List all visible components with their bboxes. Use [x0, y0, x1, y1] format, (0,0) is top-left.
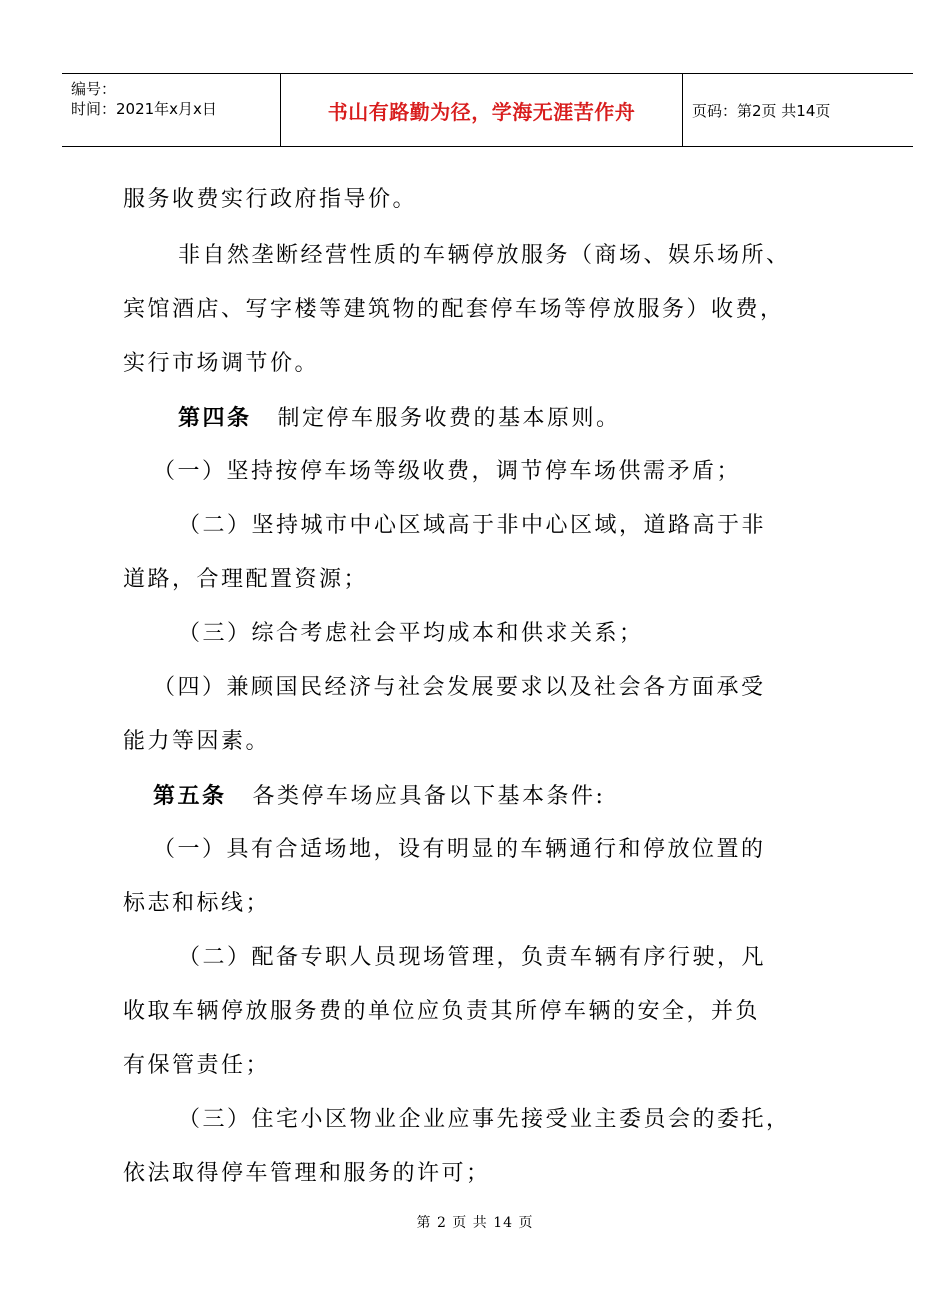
- body-line: （一）具有合适场地，设有明显的车辆通行和停放位置的: [153, 837, 766, 862]
- body-line: （二）配备专职人员现场管理，负责车辆有序行驶，凡: [178, 945, 767, 970]
- article-4-paragraph: [178, 404, 621, 433]
- body-line: 有保管责任；: [123, 1053, 271, 1078]
- body-line: （四）兼顾国民经济与社会发展要求以及社会各方面承受: [153, 675, 766, 700]
- page-footer: 第 2 页 共 14 页: [416, 1215, 534, 1231]
- body-line: 收取车辆停放服务费的单位应负责其所停车辆的安全，并负: [123, 999, 761, 1024]
- body-line: （二）坚持城市中心区域高于非中心区域，道路高于非: [178, 513, 767, 538]
- body-line: 能力等因素。: [123, 729, 271, 754]
- article-5-paragraph: [153, 782, 605, 811]
- body-line: 宾馆酒店、写字楼等建筑物的配套停车场等停放服务）收费，: [123, 297, 785, 322]
- body-line: （一）坚持按停车场等级收费，调节停车场供需矛盾；: [153, 459, 742, 484]
- page-header: [62, 73, 913, 147]
- body-line: 依法取得停车管理和服务的许可；: [123, 1161, 491, 1186]
- body-line: 非自然垄断经营性质的车辆停放服务（商场、娱乐场所、: [178, 243, 791, 268]
- body-line: （三）住宅小区物业企业应事先接受业主委员会的委托，: [178, 1107, 791, 1132]
- header-meta-cell: [62, 74, 281, 146]
- body-line: 标志和标线；: [123, 891, 271, 916]
- body-line: 实行市场调节价。: [123, 351, 320, 376]
- article-4-text: 制定停车服务收费的基本原则。: [277, 406, 621, 431]
- document-number-label: 编号：: [71, 80, 117, 98]
- body-line: （三）综合考虑社会平均成本和供求关系；: [178, 621, 644, 646]
- header-motto: 书山有路勤为径，学海无涯苦作舟: [281, 74, 683, 146]
- article-5-label: 第五条: [153, 783, 227, 809]
- header-page-label: 页码：第2页 共14页: [692, 101, 831, 120]
- article-5-text: 各类停车场应具备以下基本条件:: [252, 784, 606, 809]
- document-time-label: 时间：2021年x月x日: [71, 100, 217, 118]
- article-4-label: 第四条: [178, 405, 252, 431]
- body-line: 服务收费实行政府指导价。: [123, 187, 418, 212]
- body-line: 道路，合理配置资源；: [123, 567, 369, 592]
